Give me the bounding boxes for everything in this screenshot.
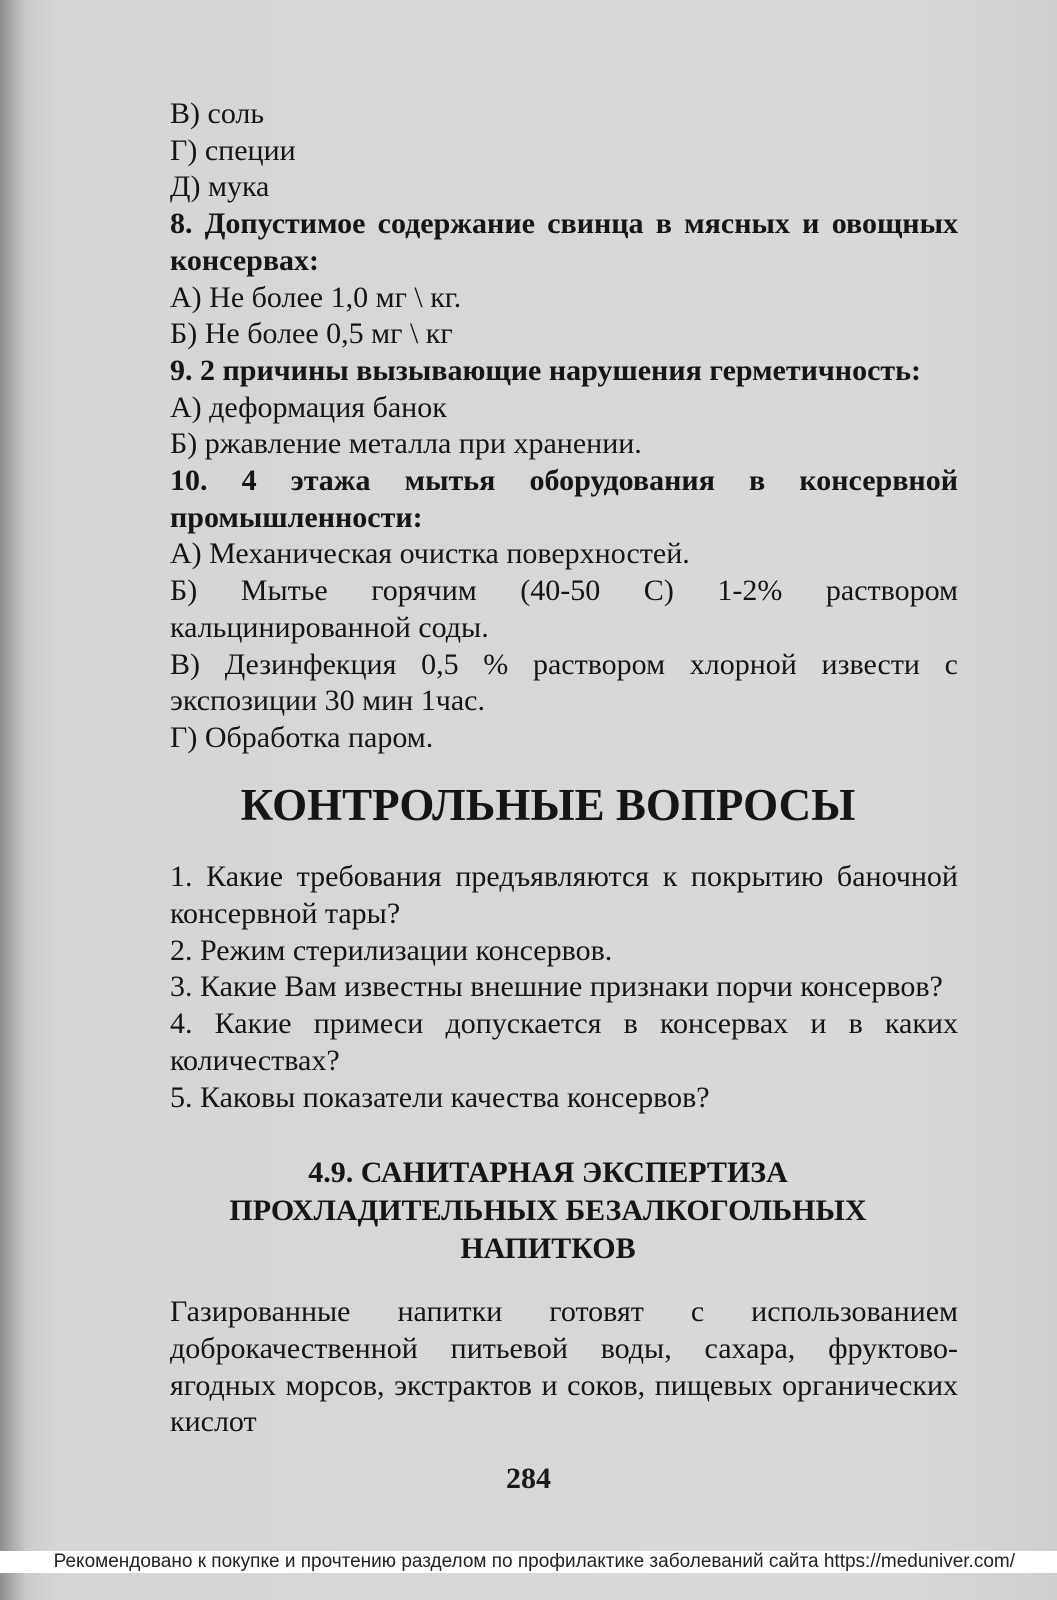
control-question: 2. Режим стерилизации консервов. xyxy=(170,933,613,967)
answer-line: В) Дезинфекция 0,5 % раствором хлорной извести с экспозиции 30 мин 1час. xyxy=(170,647,958,718)
answer-line: Г) специи xyxy=(170,133,296,167)
control-question: 3. Какие Вам известны внешние признаки порчи консервов? xyxy=(170,970,943,1004)
section-heading-line: ПРОХЛАДИТЕЛЬНЫХ БЕЗАЛКОГОЛЬНЫХ xyxy=(229,1194,867,1228)
section-heading-line: 4.9. САНИТАРНАЯ ЭКСПЕРТИЗА xyxy=(308,1156,788,1190)
answer-line: В) соль xyxy=(170,97,265,130)
answer-line: Б) Не более 0,5 мг \ кг xyxy=(170,317,453,351)
page-text xyxy=(138,96,958,1441)
book-spine-shadow xyxy=(0,0,26,1600)
section-heading-line: НАПИТКОВ xyxy=(460,1232,636,1266)
answer-line: Б) Мытье горячим (40-50 С) 1-2% раствором кальцинированной соды. xyxy=(170,574,958,644)
answer-line: А) Механическая очистка поверхностей. xyxy=(170,537,690,571)
control-question: 1. Какие требования предъявляются к покрытию баночной консервной тары? xyxy=(170,860,958,931)
control-question: 5. Каковы показатели качества консервов? xyxy=(170,1080,710,1114)
question-8: 8. Допустимое содержание свинца в мясных и овощных консервах: xyxy=(170,207,958,277)
question-10: 10. 4 этажа мытья оборудования в консервной промышленности: xyxy=(170,464,958,534)
answer-line: А) деформация банок xyxy=(170,390,447,424)
control-questions-heading: КОНТРОЛЬНЫЕ ВОПРОСЫ xyxy=(240,779,856,830)
page-number: 284 xyxy=(506,1462,551,1495)
footer-note: Рекомендовано к покупке и прочтению разделом по профилактике заболеваний сайта https://meduniver.com/ xyxy=(0,1551,1057,1573)
section-paragraph: Газированные напитки готовят с использованием доброкачественной питьевой воды, сахара, фруктово-ягодных морсов, экстрактов и соков, пищевых органических кислот xyxy=(170,1295,958,1439)
answer-line: Б) ржавление металла при хранении. xyxy=(170,427,642,461)
question-9: 9. 2 причины вызывающие нарушения герметичность: xyxy=(170,353,921,387)
answer-line: Г) Обработка паром. xyxy=(170,720,434,754)
answer-line: А) Не более 1,0 мг \ кг. xyxy=(170,280,462,314)
control-question: 4. Какие примеси допускается в консервах и в каких количествах? xyxy=(170,1007,958,1077)
answer-line: Д) мука xyxy=(170,170,270,204)
section-heading xyxy=(138,1154,958,1268)
